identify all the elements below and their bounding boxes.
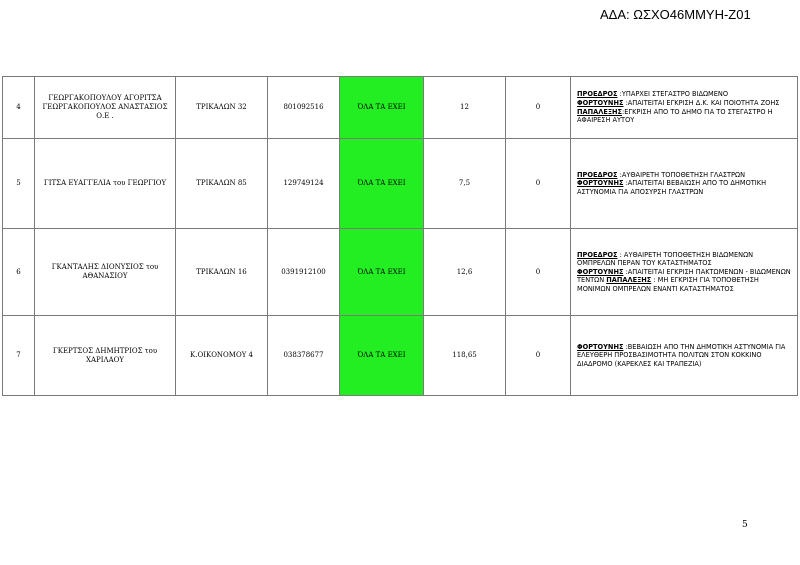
owner-name: ΓΕΩΡΓΑΚΟΠΟΥΛΟΥ ΑΓΟΡΙΤΣΑ ΓΕΩΡΓΑΚΟΠΟΥΛΟΣ ΑΝΑΣΤΑΣΙΟΣ Ο.Ε .	[35, 77, 176, 139]
note-label: ΠΡΟΕΔΡΟΣ	[577, 250, 618, 259]
address: ΤΡΙΚΑΛΩΝ 32	[176, 77, 268, 139]
note-text: :ΑΠΑΙΤΕΙΤΑΙ ΕΓΚΡΙΣΗ ΠΑΚΤΩΜΕΝΩΝ - ΒΙΔΩΜΕΝΩΝ ΤΕΝΤΩΝ	[577, 267, 791, 285]
note-text: :ΥΠΑΡΧΕΙ ΣΤΕΓΑΣΤΡΟ ΒΙΔΩΜΕΝΟ	[617, 90, 729, 99]
note-text: : ΜΗ ΕΓΚΡΙΣΗ ΓΙΑ ΤΟΠΟΘΕΤΗΣΗ ΜΟΝΙΜΩΝ ΟΜΠΡΕΛΩΝ ΕΝΑΝΤΙ ΚΑΤΑΣΤΗΜΑΤΟΣ	[577, 276, 759, 293]
row-number: 5	[3, 139, 35, 229]
note-label: ΦΟΡΤΟΥΝΗΣ	[577, 98, 624, 107]
notes-cell	[571, 229, 798, 316]
note-text: :ΑΠΑΙΤΕΙΤΑΙ ΕΓΚΡΙΣΗ Δ.Κ. ΚΑΙ ΠΟΙΟΤΗΤΑ ΖΟΗΣ	[623, 98, 780, 107]
note-label: ΦΟΡΤΟΥΝΗΣ	[577, 267, 624, 276]
note-line	[577, 343, 791, 369]
table-row	[3, 229, 798, 316]
licenses-table	[2, 76, 798, 396]
area-value: 118,65	[424, 316, 506, 396]
area-value: 12,6	[424, 229, 506, 316]
table-row	[3, 77, 798, 139]
note-text: :ΑΥΘΑΙΡΕΤΗ ΤΟΠΟΘΕΤΗΣΗ ΓΛΑΣΤΡΩΝ	[617, 170, 746, 179]
note-text: :ΑΠΑΙΤΕΙΤΑΙ ΒΕΒΑΙΩΣΗ ΑΠΟ ΤΟ ΔΗΜΟΤΙΚΗ ΑΣΤΥΝΟΜΙΑ ΓΙΑ ΑΠΟΣΥΡΣΗ ΓΛΑΣΤΡΩΝ	[577, 179, 767, 196]
page-number: 5	[742, 520, 748, 530]
status-badge: ΌΛΑ ΤΑ ΕΧΕΙ	[340, 77, 424, 139]
note-label: ΠΡΟΕΔΡΟΣ	[577, 170, 618, 179]
tax-id: 129749124	[268, 139, 340, 229]
area-value: 12	[424, 77, 506, 139]
amount-value: 0	[506, 229, 571, 316]
note-line	[577, 179, 791, 196]
amount-value: 0	[506, 139, 571, 229]
address: ΤΡΙΚΑΛΩΝ 16	[176, 229, 268, 316]
tax-id: 0391912100	[268, 229, 340, 316]
table-row	[3, 316, 798, 396]
note-label: ΦΟΡΤΟΥΝΗΣ	[577, 179, 624, 188]
tax-id: 801092516	[268, 77, 340, 139]
note-line	[577, 90, 791, 99]
notes-cell	[571, 139, 798, 229]
amount-value: 0	[506, 77, 571, 139]
note-text: :ΒΕΒΑΙΩΣΗ ΑΠΟ ΤΗΝ ΔΗΜΟΤΙΚΗ ΑΣΤΥΝΟΜΙΑ ΓΙΑ ΕΛΕΥΘΕΡΗ ΠΡΟΣΒΑΣΙΜΟΤΗΤΑ ΠΟΛΙΤΩΝ ΣΤΟΝ ΚΟΚΚΙΝΟ ΔΙΑΔΡΟΜΟ (ΚΑΡΕΚΛΕΣ ΚΑΙ ΤΡΑΠΕΖΙΑ)	[577, 342, 786, 368]
table-row	[3, 139, 798, 229]
notes-cell	[571, 77, 798, 139]
status-badge: ΌΛΑ ΤΑ ΕΧΕΙ	[340, 229, 424, 316]
amount-value: 0	[506, 316, 571, 396]
row-number: 7	[3, 316, 35, 396]
note-text: :ΕΓΚΡΙΣΗ ΑΠΟ ΤΟ ΔΗΜΟ ΓΙΑ ΤΟ ΣΤΕΓΑΣΤΡΟ Η ΑΦΑΙΡΕΣΗ ΑΥΤΟΥ	[577, 107, 773, 125]
owner-name: ΓΚΕΡΤΣΟΣ ΔΗΜΗΤΡΙΟΣ του ΧΑΡΙΛΑΟΥ	[35, 316, 176, 396]
area-value: 7,5	[424, 139, 506, 229]
note-line	[577, 268, 791, 294]
note-label: ΠΑΠΑΛΕΞΗΣ	[577, 107, 623, 116]
owner-name: ΓΙΤΣΑ ΕΥΑΓΓΕΛΙΑ του ΓΕΩΡΓΙΟΥ	[35, 139, 176, 229]
status-badge: ΌΛΑ ΤΑ ΕΧΕΙ	[340, 139, 424, 229]
tax-id: 038378677	[268, 316, 340, 396]
note-label: ΠΑΠΑΛΕΞΗΣ	[606, 276, 652, 285]
note-text: : ΑΥΘΑΙΡΕΤΗ ΤΟΠΟΘΕΤΗΣΗ ΒΙΔΩΜΕΝΩΝ ΟΜΠΡΕΛΩΝ ΠΕΡΑΝ ΤΟΥ ΚΑΤΑΣΤΗΜΑΤΟΣ	[577, 250, 754, 268]
note-line	[577, 251, 791, 268]
note-line	[577, 99, 791, 125]
note-label: ΦΟΡΤΟΥΝΗΣ	[577, 342, 624, 351]
owner-name: ΓΚΑΝΤΑΛΗΣ ΔΙΟΝΥΣΙΟΣ του ΑΘΑΝΑΣΙΟΥ	[35, 229, 176, 316]
ada-identifier: ΑΔΑ: ΩΣΧΟ46ΜΜΥΗ-Ζ01	[600, 7, 751, 22]
row-number: 6	[3, 229, 35, 316]
status-badge: ΌΛΑ ΤΑ ΕΧΕΙ	[340, 316, 424, 396]
note-label: ΠΡΟΕΔΡΟΣ	[577, 90, 618, 99]
note-line	[577, 171, 791, 180]
notes-cell	[571, 316, 798, 396]
address: ΤΡΙΚΑΛΩΝ 85	[176, 139, 268, 229]
row-number: 4	[3, 77, 35, 139]
address: Κ.ΟΙΚΟΝΟΜΟΥ 4	[176, 316, 268, 396]
